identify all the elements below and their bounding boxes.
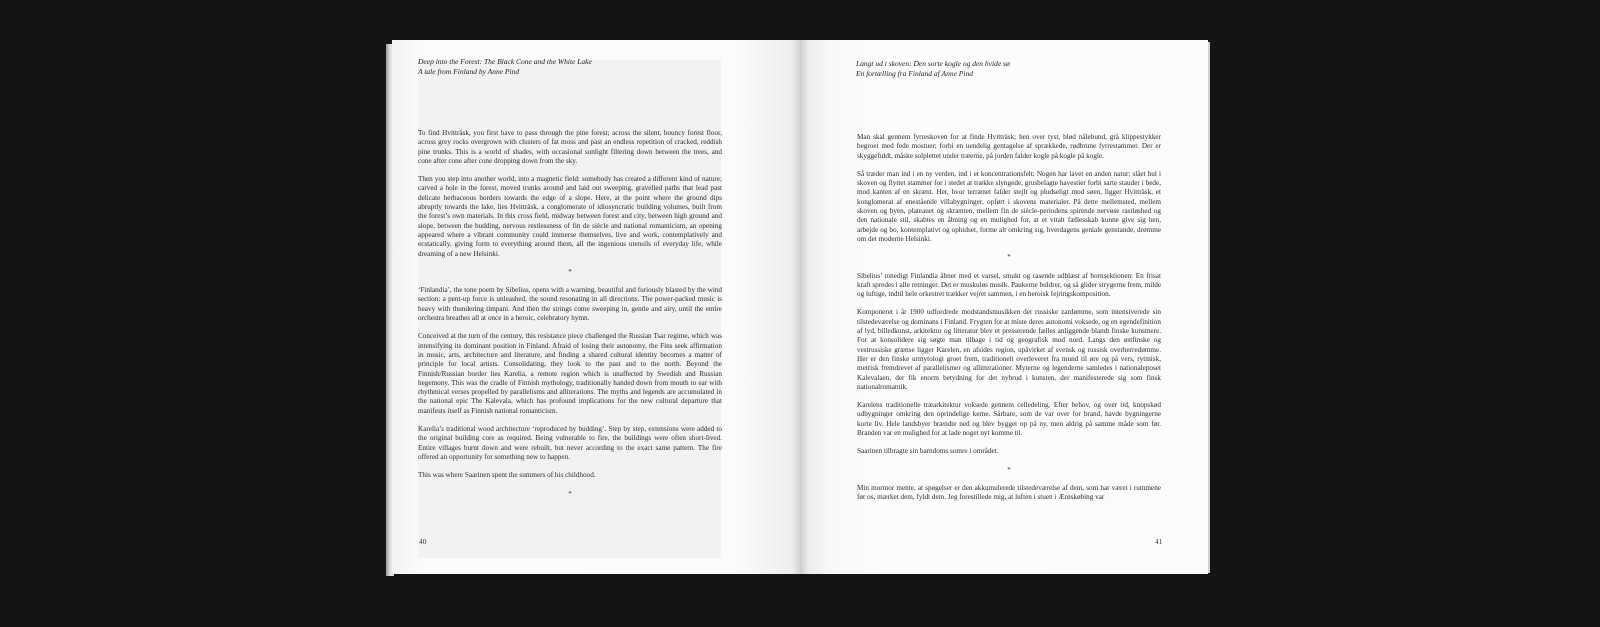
paragraph: This was where Saarinen spent the summers of his childhood. bbox=[418, 471, 596, 480]
left-page-header bbox=[418, 57, 592, 77]
book-gutter bbox=[792, 40, 808, 574]
paragraph: Karelia’s traditional wood architecture ‘reproduced by budding’. Step by step, extensions were added to the original building core as required. Being vulnerable to fire, the buildings were often short-lived. Entire villages burnt down and were rebuilt, but never according to the exact same pattern. The fire offered an opportunity for something new to happen. bbox=[418, 425, 722, 461]
paragraph: Then you step into another world, into a magnetic field: somebody has created a different kind of nature; carved a hole in the forest, moved trunks around and laid out sweeping, gravelled paths that lead past delicate herbaceous borders towards the edge of a slope. Here, at the point where the ground dips abruptly towards the lake, lies Hvitträsk, a conglomerate of idiosyncratic building volumes, built from the forest’s own materials. In this cross field, midway between forest and city, between high ground and slope, between the budding, nervous restlessness of fin de siècle and national romanticism, an opening appeared where a vibrant community could immerse themselves, live and work, contemplatively and ecstatically, giving form to everything around them, all the ingenious utensils of everyday life, while dreaming of a new Helsinki. bbox=[418, 175, 722, 258]
paragraph: ‘Finlandia’, the tone poem by Sibelius, opens with a warning, beautiful and furiously blasted by the wind section: a pent-up force is unleashed, the sound resonating in all directions. The power-packed music is heavy with thundering timpani. And then the strings come sweeping in, gentle and airy, until the entire orchestra breathes all at once in a heroic, celebratory hymn. bbox=[418, 286, 722, 323]
paragraph: To find Hvitträsk, you first have to pass through the pine forest; across the silent, bouncy forest floor, across grey rocks overgrown with clusters of fat moss and past an endless repetition of cracked, reddish pine trunks. This is a world of shades, with occasional sunlight filtering down between the trees, and cone after cone after cone dropping down from the sky. bbox=[418, 129, 722, 165]
paragraph: Komponeret i år 1900 udfordrede modstandsmusikken det russiske zardømme, som intensiverede sin tilstedeværelse og dominans i Finland. Frygten for at miste deres autonomi voksede, og en egendefinition af lyd, billedkunst, arkitektur og litteratur blev et presserende fælles anliggende blandt finske kunstnere. For at konsolidere sig søgte man tilbage i tid og geografisk mod nord. Langs den østfinske og vestrussiske grænse ligger Karelen, en afsides region, upåvirket af svensk og russisk overherredømme. Her er den finske urmytologi groet frem, traditionelt overleveret fra mund til øre og på vers, rytmisk, metrisk fremdrevet af parallelismer og allitterationer. Myterne og legenderne samledes i nationaleposet Kalevalaen, der fik enorm betydning for det nybrud i kunsten, der manifesterede sig som finsk nationalromantik. bbox=[857, 308, 1161, 391]
book-spread bbox=[392, 40, 1208, 574]
paragraph: Saarinen tilbragte sin barndoms somre i området. bbox=[857, 447, 999, 456]
section-separator: * bbox=[1007, 253, 1011, 262]
section-separator: * bbox=[568, 267, 572, 276]
page-number-left: 40 bbox=[419, 537, 427, 546]
paragraph: Så træder man ind i en ny verden, ind i et koncentrationsfelt: Nogen har lavet en anden natur; slået hul i skoven og flyttet stammer for i stedet at trække slyngede, grusbelagte havestier forbi sarte stauder i bede, mod kanten af en skrænt. Her, hvor terrænet falder stejlt og pludseligt mod søen, ligger Hvitträsk, et konglomerat af enestående villabygninger, opført i skovens materialer. På dette mellemsted, mellem skoven og byen, plateauet og skrænten, mellem fin de siècle-periodens spirende nervøse rastløshed og den nationale stil, skabtes en åbning og en mulighed for, at et vitalt fællesskab kunne give sig hen, arbejde og bo, kontemplativt og ophidset, forme alt omkring sig, hverdagens geniale genstande, drømme om det moderne Helsinki. bbox=[857, 169, 1161, 243]
left-page-body bbox=[418, 129, 722, 508]
right-header-subtitle: En fortælling fra Finland af Anne Pind bbox=[856, 69, 973, 78]
page-number-right: 41 bbox=[1155, 537, 1163, 546]
right-page-header bbox=[856, 59, 1010, 79]
left-page bbox=[392, 40, 800, 574]
left-header-title: Deep into the Forest: The Black Cone and the White Lake bbox=[418, 57, 592, 66]
paragraph: Karelens traditionelle træarkitektur voksede gennem celledeling. Efter behov, og over tid, knopskød udbygninger omkring den oprindelige kerne. Sårbare, som de var over for brand, havde bygningerne korte liv. Hele landsbyer brændte ned og blev bygget op på ny, men aldrig på samme måde som før. Branden var en mulighed for at lade noget nyt komme til. bbox=[857, 401, 1161, 438]
paragraph: Min mormor mente, at spøgelser er den akkumulerede tilstedeværelse af dem, som har været i rummene før os, mærket dem, fyldt dem. Jeg forestillede mig, at luften i stuen i Ærøskøbing var bbox=[857, 483, 1161, 502]
left-header-subtitle: A tale from Finland by Anne Pind bbox=[418, 67, 520, 76]
right-page bbox=[800, 40, 1208, 574]
paragraph: Sibelius’ tonedigt Finlandia åbner med et varsel, smukt og rasende udblæst af hornsektionen: En frisat kraft spredes i alle retninger. Det er muskuløs musik. Paukerne buldrer, og så glider strygerne frem, milde og luftige, indtil hele orkestret trækker vejret sammen, i en heroisk fejringskomposition. bbox=[857, 271, 1161, 299]
right-header-title: Langt ud i skoven: Den sorte kogle og den hvide sø bbox=[856, 59, 1010, 68]
paragraph: Conceived at the turn of the century, this resistance piece challenged the Russian Tsar regime, which was intensifying its dominant position in Finland. Afraid of losing their autonomy, the Fins seek affirmation in music, arts, architecture and literature, and finding a shared cultural identity becomes a matter of principle for local artists. Consolidating, they look to the past and to the north. Beyond the Finnish/Russian border lies Karelia, a remote region which is unaffected by Swedish and Russian hegemony. This was the cradle of Finnish mythology, traditionally handed down from mouth to ear with rhythmical verses propelled by parallelisms and alliterations. The myths and legends are accumulated in the national epic The Kalevala, which has profound implications for the new cultural departure that manifests itself as Finnish national romanticism. bbox=[418, 332, 722, 415]
section-separator: * bbox=[1007, 465, 1011, 474]
right-page-body bbox=[857, 133, 1161, 512]
paragraph: Man skal gennem fyrreskoven for at finde Hvitträsk; hen over tyst, blød nålebund, grå klippestykker begroet med fede mostuer; forbi en uendelig gentagelse af sprækkede, rødbrune fyrrestammer. Der er skyggefuldt, måske solplettet under træerne, på jorden falder kogle på kogle på kogle. bbox=[857, 133, 1161, 160]
section-separator: * bbox=[568, 489, 572, 498]
